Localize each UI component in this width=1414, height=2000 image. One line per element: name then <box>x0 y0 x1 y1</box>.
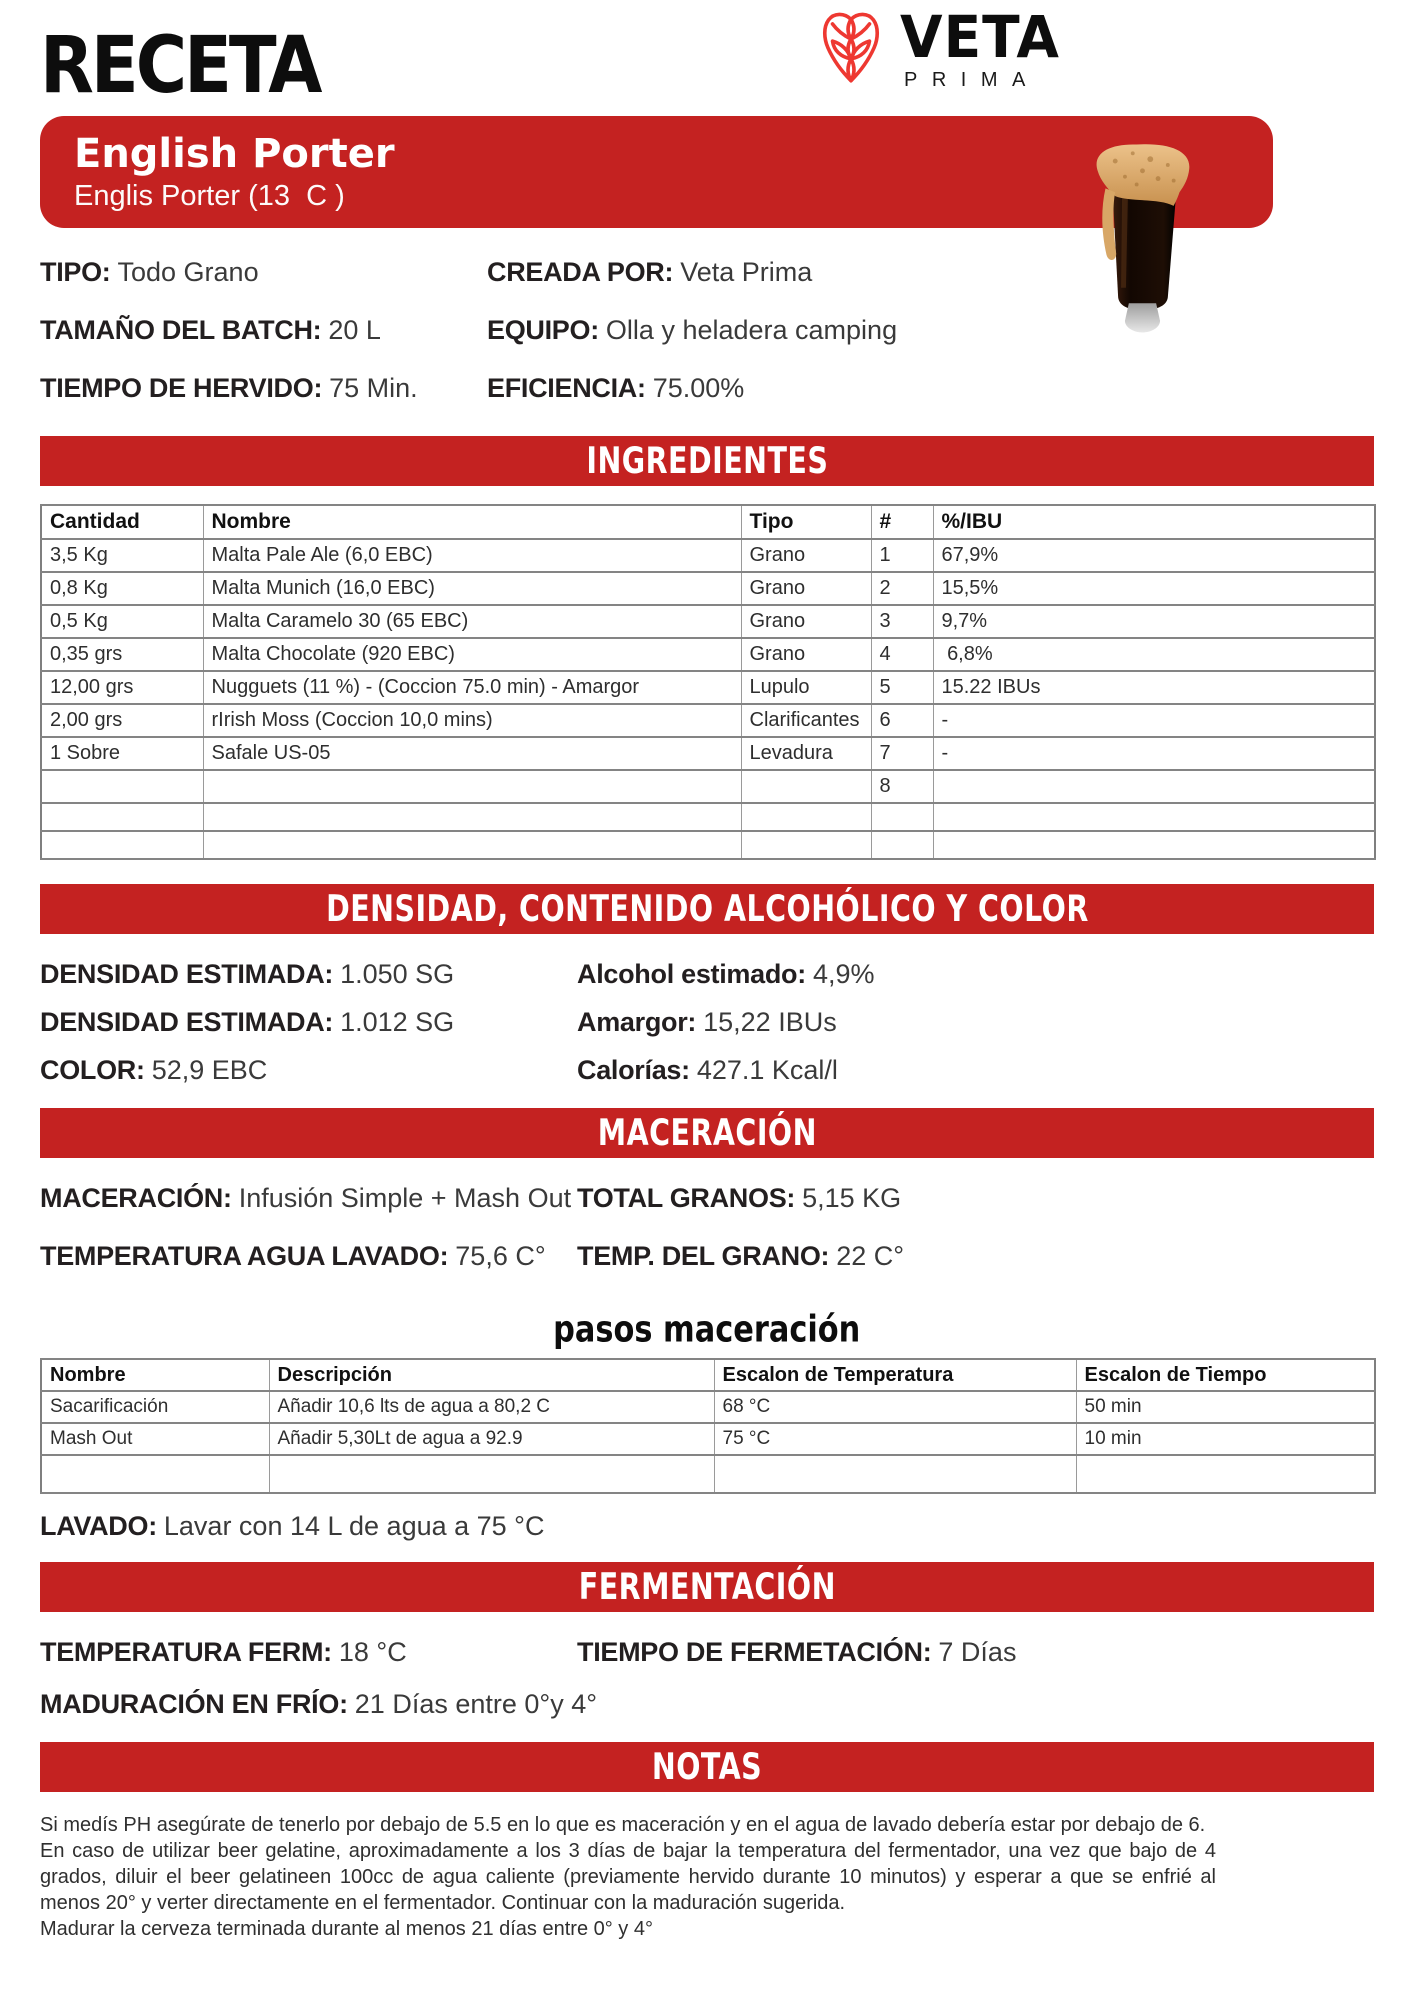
field-value: 20 L <box>328 315 381 345</box>
field-label: Alcohol estimado: <box>577 959 806 989</box>
mash-field-tipo <box>40 1180 577 1216</box>
hop-icon <box>818 10 884 93</box>
field-label: MACERACIÓN: <box>40 1183 232 1213</box>
density-field-alcohol <box>577 956 1374 992</box>
col-header-tipo: Tipo <box>741 505 871 539</box>
section-title: NOTAS <box>651 1745 763 1789</box>
field-value: 52,9 EBC <box>151 1055 268 1085</box>
col-header-cantidad: Cantidad <box>41 505 203 539</box>
table-row-empty <box>41 831 1375 859</box>
field-label: COLOR: <box>40 1055 145 1085</box>
field-label: MADURACIÓN EN FRÍO: <box>40 1689 348 1719</box>
ingredients-table <box>40 504 1376 860</box>
cell-nombre <box>203 831 741 859</box>
cell-tipo: Clarificantes <box>741 704 871 737</box>
cell-cantidad: 2,00 grs <box>41 704 203 737</box>
cell-cantidad: 0,8 Kg <box>41 572 203 605</box>
field-label: TIEMPO DE HERVIDO: <box>40 373 323 403</box>
beer-glass-photo <box>1086 140 1198 338</box>
page-title: RECETA <box>40 19 320 112</box>
fermentation-right-column <box>577 1634 1374 1692</box>
field-value: Lavar con 14 L de agua a 75 °C <box>163 1511 545 1541</box>
cell-step-temp <box>714 1455 1076 1493</box>
field-value: 21 Días entre 0°y 4° <box>354 1689 598 1719</box>
cell-tipo: Grano <box>741 572 871 605</box>
mash-right-column <box>577 1180 1374 1296</box>
cell-num: 4 <box>871 638 933 671</box>
table-row <box>41 539 1375 572</box>
overview-field-tipo <box>40 254 487 290</box>
ferm-field-temperatura <box>40 1634 577 1670</box>
cell-nombre: Malta Pale Ale (6,0 EBC) <box>203 539 741 572</box>
fermentation-section <box>40 1634 1374 1692</box>
overview-field-creada <box>487 254 1374 290</box>
cell-ibu: - <box>933 737 1375 770</box>
field-label: TIEMPO DE FERMETACIÓN: <box>577 1637 932 1667</box>
table-row <box>41 1423 1375 1455</box>
recipe-name: English Porter <box>74 131 395 177</box>
document-header <box>40 0 1374 112</box>
col-header-escalon-temperatura: Escalon de Temperatura <box>714 1359 1076 1391</box>
cell-step-nombre <box>41 1455 269 1493</box>
field-label: TAMAÑO DEL BATCH: <box>40 315 322 345</box>
cell-nombre: Malta Caramelo 30 (65 EBC) <box>203 605 741 638</box>
table-header-row <box>41 1359 1375 1391</box>
table-row <box>41 572 1375 605</box>
cell-num: 6 <box>871 704 933 737</box>
density-field-og <box>40 956 577 992</box>
cell-ibu: - <box>933 704 1375 737</box>
overview-field-batch <box>40 312 487 348</box>
cell-nombre: Safale US-05 <box>203 737 741 770</box>
note-paragraph: En caso de utilizar beer gelatine, aproximadamente a los 3 días de bajar la temperatura del fermentador, una vez que bajo de 4 grados, diluir el beer gelatineen 100cc de agua caliente (previamente hervido durante 10 minutos) y esperar a que se enfrié al menos 20° y verter directamente en el fermentador. Continuar con la maduración sugerida. <box>40 1840 1216 1914</box>
cell-cantidad <box>41 770 203 803</box>
cell-cantidad: 0,35 grs <box>41 638 203 671</box>
table-row <box>41 671 1375 704</box>
section-title: INGREDIENTES <box>586 439 828 483</box>
note-paragraph: Madurar la cerveza terminada durante al menos 21 días entre 0° y 4° <box>40 1918 653 1940</box>
section-banner-density <box>40 884 1374 934</box>
cell-step-descripcion <box>269 1455 714 1493</box>
cell-step-tiempo: 50 min <box>1076 1391 1375 1423</box>
density-field-color <box>40 1052 577 1088</box>
cell-tipo <box>741 803 871 831</box>
brand-subtitle: PRIMA <box>904 69 1040 92</box>
field-label: LAVADO: <box>40 1511 157 1541</box>
cell-ibu <box>933 803 1375 831</box>
cell-nombre <box>203 770 741 803</box>
cell-tipo: Levadura <box>741 737 871 770</box>
mash-field-agua-lavado <box>40 1238 577 1274</box>
table-row <box>41 605 1375 638</box>
col-header-nombre: Nombre <box>203 505 741 539</box>
cell-nombre: Nugguets (11 %) - (Coccion 75.0 min) - Amargor <box>203 671 741 704</box>
cell-nombre: rIrish Moss (Coccion 10,0 mins) <box>203 704 741 737</box>
cell-num: 8 <box>871 770 933 803</box>
cell-ibu: 9,7% <box>933 605 1375 638</box>
density-left-column <box>40 956 577 1100</box>
field-value: Todo Grano <box>117 257 259 287</box>
cell-ibu: 6,8% <box>933 638 1375 671</box>
table-row <box>41 638 1375 671</box>
field-label: Calorías: <box>577 1055 690 1085</box>
field-label: EQUIPO: <box>487 315 599 345</box>
field-label: DENSIDAD ESTIMADA: <box>40 1007 334 1037</box>
cell-tipo: Lupulo <box>741 671 871 704</box>
cell-tipo <box>741 831 871 859</box>
mash-field-total-granos <box>577 1180 1374 1216</box>
cell-num: 1 <box>871 539 933 572</box>
cell-step-tiempo <box>1076 1455 1375 1493</box>
table-row <box>41 737 1375 770</box>
density-section <box>40 956 1374 1100</box>
section-title: DENSIDAD, CONTENIDO ALCOHÓLICO Y COLOR <box>325 887 1089 931</box>
col-header-descripcion: Descripción <box>269 1359 714 1391</box>
cell-cantidad <box>41 803 203 831</box>
field-value: 22 C° <box>836 1241 905 1271</box>
field-value: 15,22 IBUs <box>703 1007 837 1037</box>
section-banner-notes <box>40 1742 1374 1792</box>
overview-field-eficiencia <box>487 370 1374 406</box>
cell-step-nombre: Mash Out <box>41 1423 269 1455</box>
cell-cantidad <box>41 831 203 859</box>
notes-section <box>40 1812 1216 1942</box>
brand-name: VETA <box>900 3 1060 71</box>
cell-step-tiempo: 10 min <box>1076 1423 1375 1455</box>
col-header-escalon-tiempo: Escalon de Tiempo <box>1076 1359 1375 1391</box>
cell-step-descripcion: Añadir 5,30Lt de agua a 92.9 <box>269 1423 714 1455</box>
overview-left-column <box>40 254 487 428</box>
veta-prima-logo <box>818 3 1060 93</box>
section-banner-mash <box>40 1108 1374 1158</box>
field-value: 75.00% <box>652 373 745 403</box>
field-value: 1.012 SG <box>340 1007 455 1037</box>
table-row <box>41 704 1375 737</box>
cell-ibu: 15.22 IBUs <box>933 671 1375 704</box>
cell-tipo: Grano <box>741 539 871 572</box>
density-right-column <box>577 956 1374 1100</box>
cell-nombre: Malta Munich (16,0 EBC) <box>203 572 741 605</box>
cell-cantidad: 0,5 Kg <box>41 605 203 638</box>
field-label: EFICIENCIA: <box>487 373 646 403</box>
density-field-amargor <box>577 1004 1374 1040</box>
overview-field-equipo <box>487 312 1374 348</box>
field-label: Amargor: <box>577 1007 697 1037</box>
cell-num: 3 <box>871 605 933 638</box>
field-value: Veta Prima <box>680 257 813 287</box>
cell-ibu <box>933 831 1375 859</box>
fermentation-left-column <box>40 1634 577 1692</box>
recipe-style: Englis Porter (13 C ) <box>74 180 345 212</box>
field-label: DENSIDAD ESTIMADA: <box>40 959 334 989</box>
overview-right-column <box>487 254 1374 428</box>
field-value: 7 Días <box>938 1637 1017 1667</box>
field-value: Olla y heladera camping <box>605 315 898 345</box>
col-header-num: # <box>871 505 933 539</box>
cell-cantidad: 1 Sobre <box>41 737 203 770</box>
field-label: TEMPERATURA FERM: <box>40 1637 332 1667</box>
section-banner-ingredients <box>40 436 1374 486</box>
field-value: 18 °C <box>338 1637 407 1667</box>
field-value: 75,6 C° <box>455 1241 546 1271</box>
field-value: 75 Min. <box>329 373 418 403</box>
density-field-fg <box>40 1004 577 1040</box>
overview-field-hervido <box>40 370 487 406</box>
mash-left-column <box>40 1180 577 1296</box>
cell-ibu <box>933 770 1375 803</box>
field-value: 4,9% <box>812 959 875 989</box>
cell-tipo: Grano <box>741 638 871 671</box>
mash-section <box>40 1180 1374 1296</box>
note-paragraph: Si medís PH asegúrate de tenerlo por debajo de 5.5 en lo que es maceración y en el agua de lavado debería estar por debajo de 6. <box>40 1814 1206 1836</box>
field-label: TEMP. DEL GRANO: <box>577 1241 830 1271</box>
cell-num: 2 <box>871 572 933 605</box>
field-label: CREADA POR: <box>487 257 674 287</box>
cell-step-temp: 68 °C <box>714 1391 1076 1423</box>
cell-nombre <box>203 803 741 831</box>
mash-field-temp-grano <box>577 1238 1374 1274</box>
mash-steps-title: pasos maceración <box>553 1307 861 1351</box>
field-value: Infusión Simple + Mash Out <box>238 1183 572 1213</box>
sparge-field <box>40 1508 1374 1544</box>
ferm-field-tiempo <box>577 1634 1374 1670</box>
cell-num: 7 <box>871 737 933 770</box>
density-field-calorias <box>577 1052 1374 1088</box>
cell-step-nombre: Sacarificación <box>41 1391 269 1423</box>
mash-steps-table <box>40 1358 1376 1494</box>
cell-nombre: Malta Chocolate (920 EBC) <box>203 638 741 671</box>
section-title: FERMENTACIÓN <box>578 1565 836 1609</box>
table-row <box>41 770 1375 803</box>
cell-ibu: 15,5% <box>933 572 1375 605</box>
section-banner-fermentation <box>40 1562 1374 1612</box>
table-row-empty <box>41 1455 1375 1493</box>
cell-ibu: 67,9% <box>933 539 1375 572</box>
cell-num: 5 <box>871 671 933 704</box>
section-title: MACERACIÓN <box>597 1111 817 1155</box>
cell-cantidad: 3,5 Kg <box>41 539 203 572</box>
col-header-ibu: %/IBU <box>933 505 1375 539</box>
table-row-empty <box>41 803 1375 831</box>
field-label: TIPO: <box>40 257 111 287</box>
cell-tipo <box>741 770 871 803</box>
field-label: TOTAL GRANOS: <box>577 1183 796 1213</box>
field-value: 5,15 KG <box>802 1183 902 1213</box>
cell-cantidad: 12,00 grs <box>41 671 203 704</box>
table-row <box>41 1391 1375 1423</box>
cell-step-temp: 75 °C <box>714 1423 1076 1455</box>
brand-text <box>900 3 1060 92</box>
field-label: TEMPERATURA AGUA LAVADO: <box>40 1241 449 1271</box>
cell-num <box>871 803 933 831</box>
col-header-nombre: Nombre <box>41 1359 269 1391</box>
cell-num <box>871 831 933 859</box>
field-value: 1.050 SG <box>340 959 455 989</box>
table-header-row <box>41 505 1375 539</box>
cell-step-descripcion: Añadir 10,6 lts de agua a 80,2 C <box>269 1391 714 1423</box>
cell-tipo: Grano <box>741 605 871 638</box>
field-value: 427.1 Kcal/l <box>696 1055 838 1085</box>
